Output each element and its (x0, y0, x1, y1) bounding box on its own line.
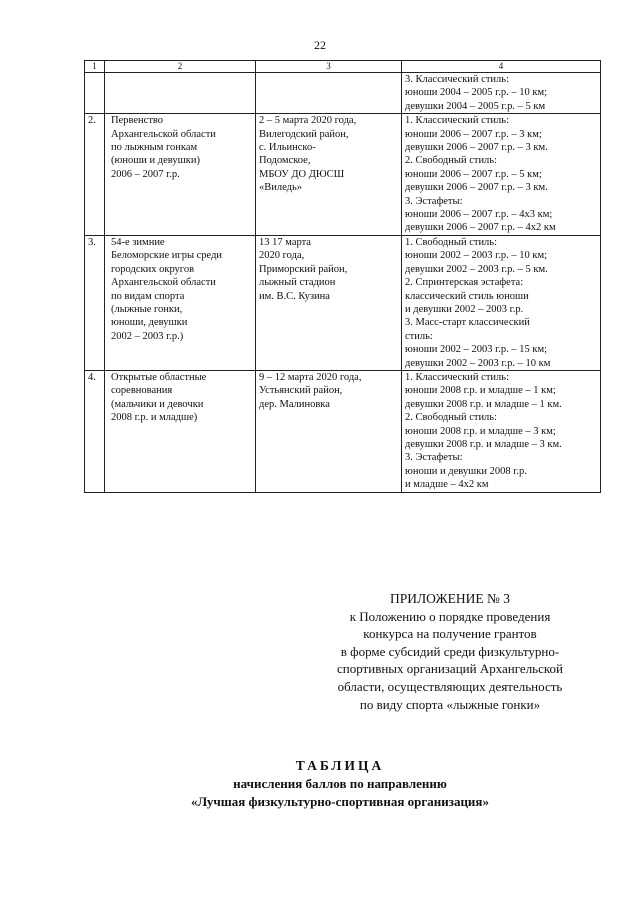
row-number: 3. (85, 235, 105, 370)
competition-program-line: девушки 2002 – 2003 г.р. – 5 км. (405, 263, 548, 275)
competition-name-line: юноши, девушки (111, 317, 188, 329)
competition-program-line: 1. Классический стиль: (405, 371, 509, 383)
competition-name-line: 2008 г.р. и младше) (111, 412, 198, 424)
competition-program-line: юноши 2006 – 2007 г.р. – 5 км; (405, 168, 542, 180)
competition-program-line: 3. Классический стиль: (405, 74, 509, 85)
page-number: 22 (314, 38, 326, 52)
competition-name-line: (мальчики и девочки (111, 398, 204, 410)
competition-program-line: классический стиль юноши (405, 290, 529, 302)
competition-program-line: девушки 2006 – 2007 г.р. – 3 км. (405, 182, 548, 194)
competition-table-body (85, 61, 601, 493)
competition-place (256, 73, 402, 114)
competition-place-line: дер. Малиновка (259, 398, 330, 410)
appendix-block (300, 590, 600, 713)
competition-program-line: девушки 2006 – 2007 г.р. – 3 км. (405, 142, 548, 154)
competition-program-line: и девушки 2002 – 2003 г.р. (405, 303, 524, 315)
appendix-lines (300, 608, 600, 714)
competition-place (256, 114, 402, 236)
competition-program-line: 3. Эстафеты: (405, 195, 463, 207)
column-number-1: 1 (85, 61, 105, 73)
competition-name-line: (лыжные гонки, (111, 303, 183, 315)
competition-place-line: лыжный стадион (259, 277, 336, 289)
competition-name-line: по видам спорта (111, 290, 185, 302)
competition-place-line: Устьянский район, (259, 385, 343, 397)
competition-name-line: 2006 – 2007 г.р. (111, 168, 180, 180)
competition-place-line: Вилегодский район, (259, 128, 349, 140)
competition-program-line: девушки 2008 г.р. и младше – 1 км. (405, 398, 562, 410)
competition-name-line: соревнования (111, 385, 173, 397)
table-row (85, 114, 601, 236)
competition-name (105, 370, 256, 492)
competition-place-line: Приморский район, (259, 263, 348, 275)
competition-place-line: МБОУ ДО ДЮСШ (259, 168, 345, 180)
competition-table (84, 60, 601, 493)
competition-name-line: (юноши и девушки) (111, 155, 200, 167)
competition-program-line: юноши 2006 – 2007 г.р. – 4х3 км; (405, 209, 553, 221)
competition-name-line: по лыжным гонкам (111, 142, 198, 154)
competition-name (105, 235, 256, 370)
competition-program (402, 73, 601, 114)
table-row (85, 73, 601, 114)
competition-place-line: 9 – 12 марта 2020 года, (259, 371, 362, 383)
table-title-block (60, 757, 620, 811)
table-title-heading: ТАБЛИЦА (295, 758, 385, 773)
competition-place-line: 13 17 марта (259, 236, 311, 248)
competition-name (105, 114, 256, 236)
competition-name (105, 73, 256, 114)
row-number (85, 73, 105, 114)
competition-program-line: 1. Классический стиль: (405, 115, 509, 127)
appendix-line: к Положению о порядке проведения (349, 608, 551, 624)
competition-program-line: девушки 2002 – 2003 г.р. – 10 км (405, 357, 551, 369)
competition-program-line: юноши 2008 г.р. и младше – 1 км; (405, 385, 556, 397)
column-number-2: 2 (105, 61, 256, 73)
row-number: 4. (85, 370, 105, 492)
competition-place (256, 235, 402, 370)
competition-program-line: девушки 2008 г.р. и младше – 3 км. (405, 438, 562, 450)
competition-program-line: и младше – 4х2 км (405, 479, 489, 491)
appendix-line: по виду спорта «лыжные гонки» (359, 696, 541, 712)
competition-program-line: девушки 2006 – 2007 г.р. – 4х2 км (405, 222, 556, 234)
table-title-line-1: начисления баллов по направлению (233, 776, 447, 791)
appendix-line: в форме субсидий среди физкультурно- (340, 643, 560, 659)
competition-name-line: 54-е зимние (111, 236, 165, 248)
competition-program-line: юноши 2008 г.р. и младше – 3 км; (405, 425, 556, 437)
competition-name-line: городских округов (111, 263, 195, 275)
competition-name-line: Открытые областные (111, 371, 207, 383)
table-header-row (85, 61, 601, 73)
competition-program-line: 3. Масс-старт классический (405, 317, 530, 329)
competition-name-line: Архангельской области (111, 128, 216, 140)
competition-program-line: юноши 2002 – 2003 г.р. – 15 км; (405, 344, 548, 356)
appendix-line: области, осуществляющих деятельность (337, 678, 563, 694)
competition-program-line: 1. Свободный стиль: (405, 236, 498, 248)
competition-program-line: 2. Свободный стиль: (405, 412, 498, 424)
table-title-line-2: «Лучшая физкультурно-спортивная организация» (191, 794, 489, 809)
competition-program-line: юноши и девушки 2008 г.р. (405, 465, 527, 477)
competition-program-line: 2. Свободный стиль: (405, 155, 498, 167)
competition-name-line: Беломорские игры среди (111, 250, 223, 262)
competition-program (402, 235, 601, 370)
appendix-line: конкурса на получение грантов (363, 626, 537, 642)
column-number-3: 3 (256, 61, 402, 73)
competition-program-line: юноши 2002 – 2003 г.р. – 10 км; (405, 250, 548, 262)
competition-program (402, 114, 601, 236)
competition-program-line: 2. Спринтерская эстафета: (405, 277, 524, 289)
competition-program-line: юноши 2006 – 2007 г.р. – 3 км; (405, 128, 542, 140)
table-row (85, 370, 601, 492)
competition-name-line: Первенство (111, 115, 164, 127)
competition-place-line: Подомское, (259, 155, 311, 167)
competition-place-line: им. В.С. Кузина (259, 290, 330, 302)
competition-name-line: Архангельской области (111, 277, 216, 289)
competition-program-line: девушки 2004 – 2005 г.р. – 5 км (405, 100, 546, 112)
competition-program-line: 3. Эстафеты: (405, 452, 463, 464)
competition-place-line: «Виледь» (259, 182, 303, 194)
appendix-line: спортивных организаций Архангельской (337, 661, 563, 677)
column-number-4: 4 (402, 61, 601, 73)
competition-program-line: юноши 2004 – 2005 г.р. – 10 км; (405, 87, 548, 99)
row-number: 2. (85, 114, 105, 236)
competition-program-line: стиль: (405, 330, 433, 342)
competition-program (402, 370, 601, 492)
competition-name-line: 2002 – 2003 г.р.) (111, 330, 184, 342)
table-row (85, 235, 601, 370)
competition-place-line: 2020 года, (259, 250, 305, 262)
competition-place (256, 370, 402, 492)
appendix-title: ПРИЛОЖЕНИЕ № 3 (389, 591, 511, 606)
competition-place-line: 2 – 5 марта 2020 года, (259, 115, 357, 127)
competition-place-line: с. Ильинско- (259, 142, 316, 154)
